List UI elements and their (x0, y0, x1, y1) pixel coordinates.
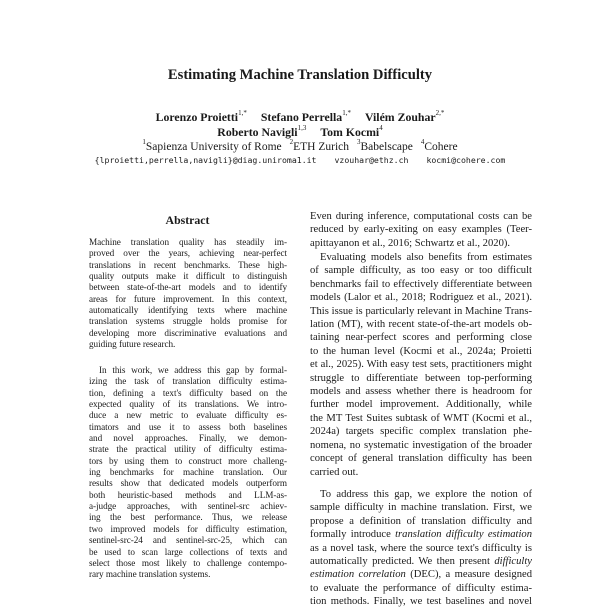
text-line: both heuristic-based methods and LLM-as- (89, 489, 287, 500)
text-line: models (Lalor et al., 2018; Rodriguez et al., 2021). (310, 292, 532, 304)
text-line: between state-of-the-art models and to identify (89, 282, 287, 293)
text-line: nomena, no systematic investigation of the broader (310, 439, 532, 451)
text-line: two improved models for difficulty estimation, (89, 523, 287, 534)
text-line: izing the task of translation difficulty estima- (89, 376, 287, 387)
body-paragraph-3 (310, 488, 532, 609)
text-line: 2024a) targets specific complex translation phe- (310, 426, 532, 438)
author-list-row-2 (0, 122, 600, 140)
text-line: carried out. (310, 466, 359, 478)
affiliation-list (0, 139, 600, 153)
text-line: Evaluating models also benefits from estimates (320, 252, 532, 263)
text-run: sample difficulty in machine translation. First, we (310, 502, 532, 514)
affiliation: $^1$Sapienza University of Rome (142, 138, 282, 153)
author-affiliation-marker: 4 (379, 124, 383, 132)
author-name: Tom Kocmi$^4$ (320, 124, 383, 139)
affiliation: $^4$Cohere (420, 138, 458, 153)
text-line (310, 568, 532, 581)
text-line: further model improvement. Additionally, while (310, 399, 532, 411)
text-line: reduced by early-exiting on easy examples (Teer- (310, 224, 532, 236)
text-line: ing benchmarks for machine translation. Our (89, 467, 287, 478)
email-address: kocmi@cohere.com (426, 155, 506, 165)
text-run: propose a definition of translation difficulty and (310, 515, 532, 527)
italic-term: translation difficulty estimation (395, 529, 532, 541)
text-line: taining near-perfect scores and performing close (310, 332, 532, 344)
text-line: tion, defining a text's difficulty based on the (89, 387, 287, 398)
italic-term: difficulty (494, 556, 532, 568)
text-line: struggle to differentiate between top-performing (310, 372, 532, 384)
text-line: the MT Test Suites subtask of WMT (Kocmi et al., (310, 412, 532, 424)
text-line (310, 555, 532, 568)
author-affiliation-marker: 2,* (435, 109, 445, 117)
text-line: translations in recent benchmarks. These high- (89, 259, 287, 270)
text-line (310, 542, 532, 555)
text-line: lation (MT), with recent state-of-the-art models ob- (310, 319, 532, 331)
text-line: In this work, we address this gap by formal- (99, 365, 287, 375)
text-line: results show that dedicated models outperform (89, 478, 287, 489)
text-run: to evaluate the performance of difficulty estima- (310, 582, 532, 594)
affiliation: $^3$Babelscape (357, 138, 413, 153)
text-line: rary machine translation systems. (89, 569, 211, 580)
text-line: expected quality of its translations. We intro- (89, 399, 287, 410)
text-line: quality outputs make it difficult to distinguish (89, 271, 287, 282)
text-line: benchmarks fail to effectively differentiate between (310, 278, 532, 290)
body-paragraph-2 (310, 251, 532, 479)
text-line: and novel approaches. Finally, we demon- (89, 433, 287, 444)
affiliation: $^2$ETH Zurich (289, 138, 350, 153)
text-line: of sample difficulty, as too easy or too difficult (310, 265, 532, 277)
paper-title: Estimating Machine Translation Difficulty (167, 67, 433, 83)
text-line (310, 582, 532, 595)
affiliation-marker: 4 (420, 138, 425, 146)
text-run: tion methods. Finally, we test baselines and novel (310, 596, 532, 608)
text-line: select those most likely to challenge contempo- (89, 557, 287, 568)
text-line: strate the practical utility of difficulty estima- (89, 444, 287, 455)
author-affiliation-marker: 1,3 (297, 124, 307, 132)
text-line: apittayanon et al., 2016; Schwartz et al., 2020). (310, 237, 511, 249)
email-list (0, 155, 600, 165)
abstract-paragraph-2 (89, 365, 287, 581)
text-line: automatically identifying texts where machine (89, 305, 287, 316)
text-line (310, 595, 532, 608)
text-line: translation systems struggle holds promise for (89, 316, 287, 327)
text-line: to the human level (Kocmi et al., 2024a; Proietti (310, 345, 532, 357)
italic-term: estimation correlation (310, 569, 406, 581)
text-line (310, 515, 532, 528)
email-address: vzouhar@ethz.ch (334, 155, 409, 165)
text-line: be used to scan large collections of texts and (89, 546, 287, 557)
text-line: models and assess whether there is headroom for (310, 386, 532, 398)
affiliation-marker: 3 (357, 138, 361, 146)
body-paragraph-1 (310, 210, 532, 250)
abstract-heading: Abstract (165, 213, 210, 227)
text-line: proved over the years, achieving near-perfect (89, 248, 287, 259)
author-affiliation-marker: 1,* (238, 109, 247, 117)
affiliation-marker: 1 (142, 138, 146, 146)
abstract-paragraph-1 (89, 237, 287, 350)
author-name: Stefano Perrella$^{1,*}$ (260, 109, 351, 124)
text-line: guiding future research. (89, 339, 176, 350)
email-address: {lproietti,perrella,navigli}@diag.uniroma1.it (94, 155, 317, 165)
text-line: tors by using them to construct more challeng- (89, 455, 287, 466)
author-name: Lorenzo Proietti$^{1,*}$ (155, 109, 247, 124)
text-run: To address this gap, we explore the notion of (320, 489, 532, 500)
text-line: timators and use it to assess both baselines (89, 421, 287, 432)
text-line (310, 488, 532, 501)
text-line: developing more discriminative evaluations and (89, 327, 287, 338)
text-line (310, 528, 532, 541)
text-line: a-judge approaches, with sentinel-src achiev- (89, 501, 287, 512)
author-affiliation-marker: 1,* (342, 109, 351, 117)
text-run: as a novel task, where the source text's difficulty is (310, 542, 532, 554)
author-name: Roberto Navigli$^{1,3}$ (217, 124, 307, 139)
text-line: Even during inference, computational costs can be (310, 211, 532, 222)
text-line: ing the best performance. Thus, we release (89, 512, 287, 523)
text-run: (DEC), a measure designed (405, 569, 532, 581)
text-line (310, 501, 532, 514)
text-line: et al., 2025). With easy test sets, practitioners might (310, 359, 532, 371)
text-line: sentinel-src-24 and sentinel-src-25, which can (89, 535, 287, 546)
text-line: concept of general translation difficulty has been (310, 453, 532, 465)
text-line: This issue is particularly relevant in Machine Trans- (310, 305, 532, 317)
text-run: formally introduce (310, 529, 396, 541)
text-line: duce a new metric to evaluate difficulty es- (89, 410, 287, 421)
author-name: Vilém Zouhar$^{2,*}$ (364, 109, 445, 124)
text-line: areas for future improvement. In this context, (89, 293, 287, 304)
text-line: Machine translation quality has steadily im- (89, 237, 287, 247)
text-run: automatically predicted. We then present (310, 556, 495, 568)
affiliation-marker: 2 (289, 138, 294, 146)
